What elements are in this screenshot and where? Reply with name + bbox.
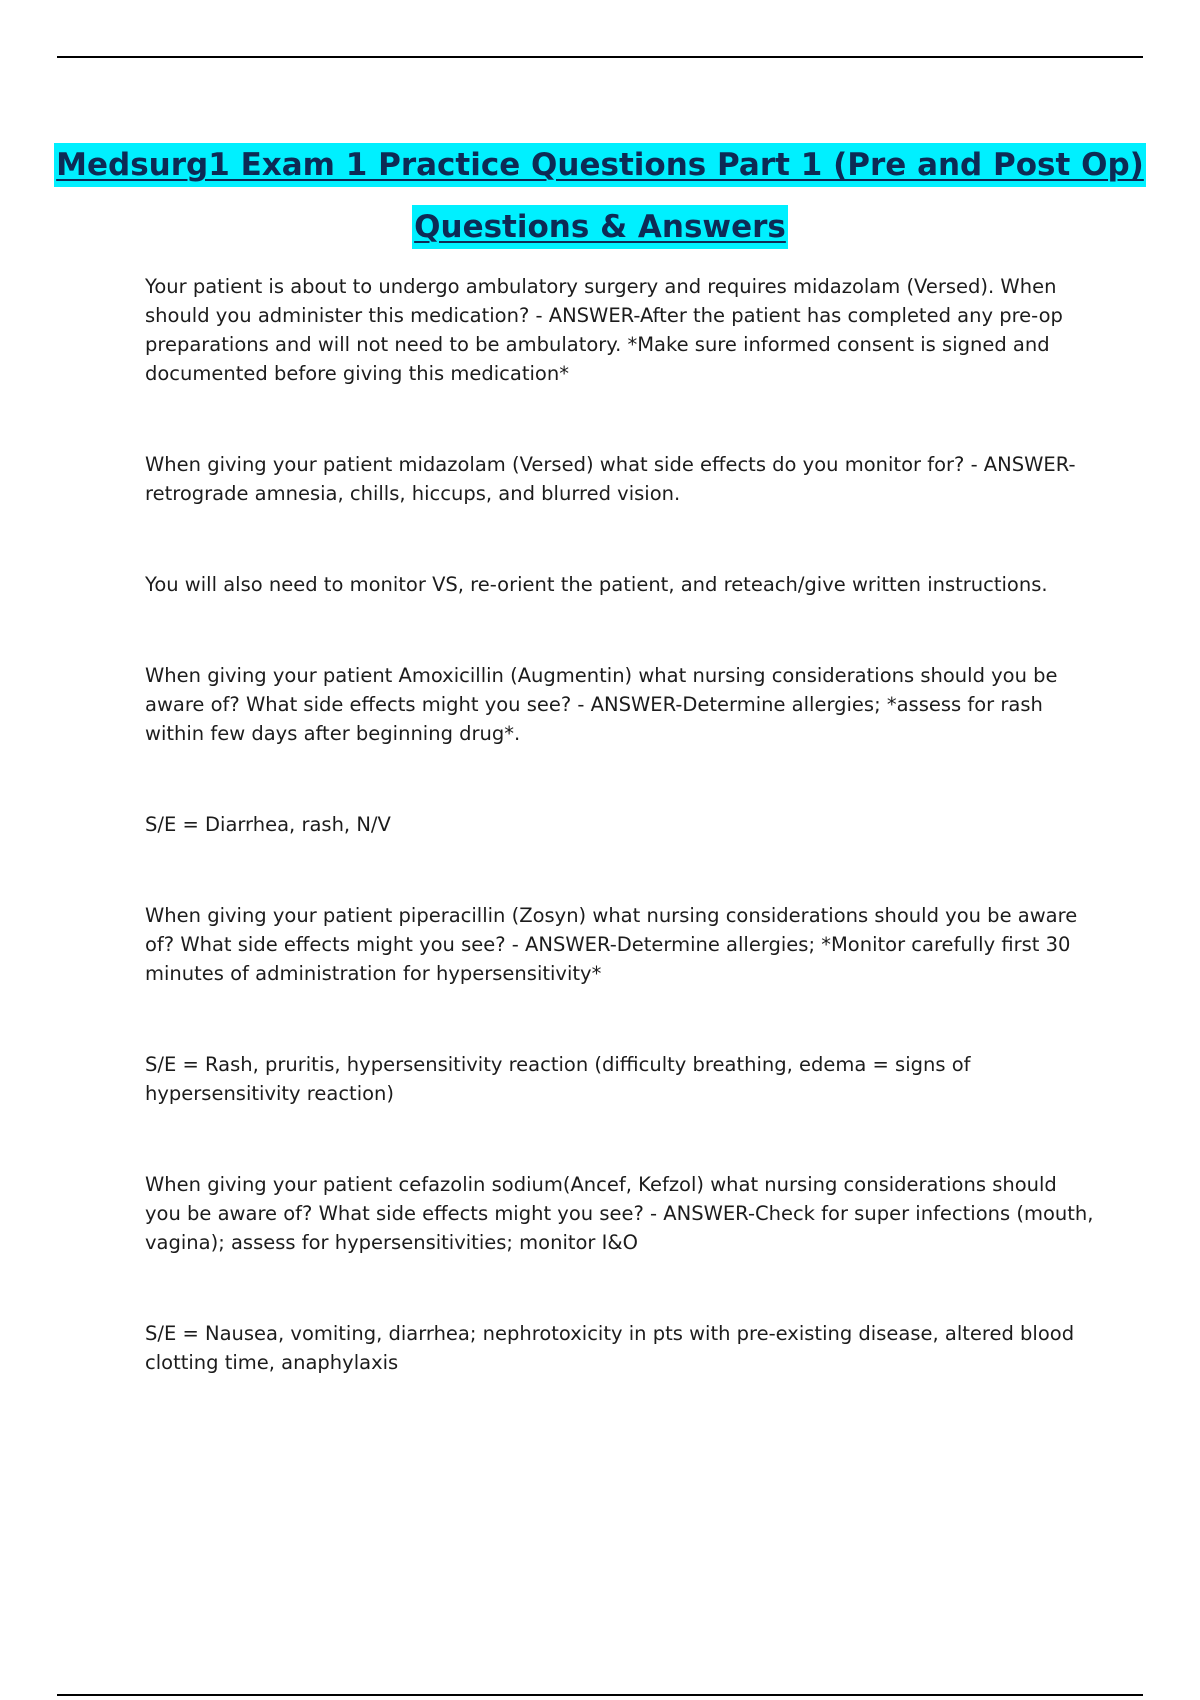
paragraph-2: When giving your patient midazolam (Versed) what side effects do you monitor for? - ANSWER-retrograde amnesia, chills, hiccups, and blurred vision. [145,453,1076,505]
document-body [145,272,1095,1377]
paragraph-5: S/E = Diarrhea, rash, N/V [145,813,391,836]
paragraph-8: When giving your patient cefazolin sodium(Ancef, Kefzol) what nursing considerations should you be aware of? What side effects might you see? - ANSWER-Check for super infections (mouth, vagina); assess for hypersensitivities; monitor I&O [145,1173,1094,1254]
paragraph-4: When giving your patient Amoxicillin (Augmentin) what nursing considerations should you be aware of? What side effects might you see? - ANSWER-Determine allergies; *assess for rash within few days after beginning drug*. [145,664,1058,745]
paragraph-6: When giving your patient piperacillin (Zosyn) what nursing considerations should you be aware of? What side effects might you see? - ANSWER-Determine allergies; *Monitor carefully first 30 minutes of administration for hypersensitivity* [145,904,1078,985]
paragraph-9: S/E = Nausea, vomiting, diarrhea; nephrotoxicity in pts with pre-existing disease, altered blood clotting time, anaphylaxis [145,1322,1075,1374]
paragraph-3: You will also need to monitor VS, re-orient the patient, and reteach/give written instructions. [145,573,1048,596]
document-title [0,143,1200,249]
top-divider [57,56,1143,58]
paragraph-1: Your patient is about to undergo ambulatory surgery and requires midazolam (Versed). When should you administer this medication? - ANSWER-After the patient has completed any pre-op preparations and will not need to be ambulatory. *Make sure informed consent is signed and documented before giving this medication* [145,275,1063,385]
paragraph-7: S/E = Rash, pruritis, hypersensitivity reaction (difficulty breathing, edema = signs of hypersensitivity reaction) [145,1053,971,1105]
title-line-2: Questions & Answers [412,205,788,249]
title-line-1: Medsurg1 Exam 1 Practice Questions Part 1 (Pre and Post Op) [54,143,1146,187]
bottom-divider [57,1694,1143,1696]
